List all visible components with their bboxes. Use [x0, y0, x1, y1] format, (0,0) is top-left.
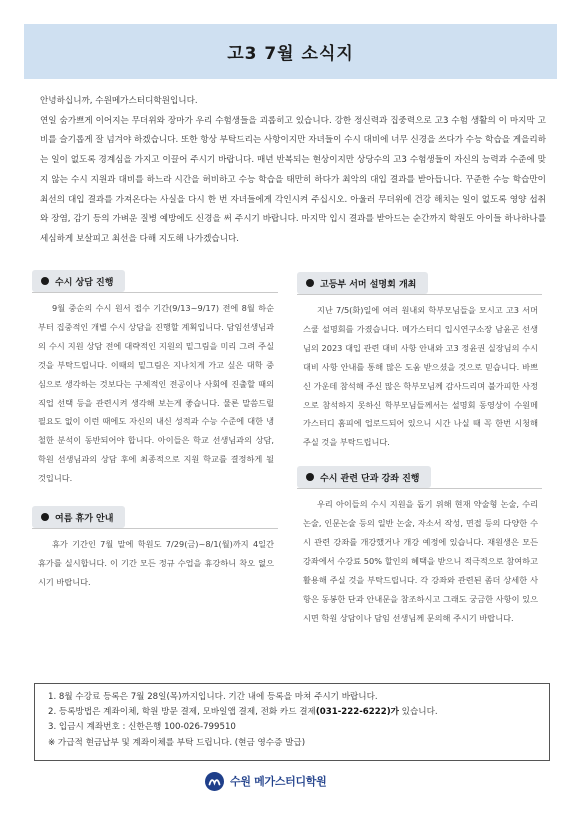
- section-text: 우리 아이들의 수시 지원을 돕기 위해 현재 약술형 논술, 수리논술, 인문논술 등의 일반 논술, 자소서 작성, 면접 등의 다양한 수시 관련 강좌를 개강했거나 개강 예정에 있습니다. 재원생은 모든 강좌에서 수강료 50% 할인의 혜택을 받으니 적극적으로 참여하고 활용해 주실 것을 부탁드립니다. 각 강좌와 관련된 좀더 상세한 사항은 동봉한 단과 안내문을 참조하시고 그래도 궁금한 사항이 있으시면 학원 상담이나 담임 선생님께 문의해 주시기 바랍니다.: [303, 499, 538, 623]
- section-briefing: [297, 272, 542, 452]
- section-body: [297, 295, 542, 452]
- right-column: [297, 272, 542, 628]
- notice-line-2: 2. 등록방법은 계좌이체, 학원 방문 결제, 모바일앱 결제, 전화 카드 결제(031-222-6222)가 있습니다.: [48, 707, 438, 718]
- bullet-icon: [41, 277, 49, 285]
- left-column: [32, 270, 278, 592]
- intro-greeting: 안녕하십니까, 수원메가스터디학원입니다.: [40, 96, 198, 106]
- section-vacation: [32, 506, 278, 592]
- section-text: 지난 7/5(화)일에 여러 원내외 학부모님들을 모시고 고3 서머스쿨 설명회를 가졌습니다. 메가스터디 입시연구소장 남윤곤 선생님의 2023 대입 관련 대비 사항 안내와 고3 정윤권 실장님의 수시 대비 사항 안내를 통해 많은 도움 받으셨을 것으로 믿습니다. 바쁘신 가운데 참석해 주신 많은 학부모님께 감사드리며 불가피한 사정으로 참석하지 못하신 학부모님들께서는 설명회 동영상이 수원메가스터디 홈피에 업로드되어 있으니 시간 나실 때 꼭 한번 시청해 주실 것을 부탁드립니다.: [303, 305, 538, 448]
- section-header: [297, 272, 428, 294]
- logo-icon: [205, 772, 224, 791]
- notice-box: [34, 683, 550, 761]
- section-title: 수시 관련 단과 강좌 진행: [320, 473, 420, 484]
- bullet-icon: [41, 513, 49, 521]
- section-body: [32, 529, 278, 592]
- academy-name: 수원 메가스터디학원: [230, 775, 327, 788]
- notice-line-3: 3. 입금시 계좌번호 : 신한은행 100-026-799510: [48, 722, 236, 733]
- section-body: [32, 293, 278, 488]
- notice-line-1: 1. 8월 수강료 등록은 7월 28일(목)까지입니다. 기간 내에 등록을 마쳐 주시기 바랍니다.: [48, 692, 378, 702]
- section-title: 여름 휴가 안내: [55, 513, 114, 524]
- bullet-icon: [306, 279, 314, 287]
- page-title: 고3 7월 소식지: [227, 44, 354, 64]
- intro-paragraph: 연일 숨가쁘게 이어지는 무더위와 장마가 우리 수험생들을 괴롭히고 있습니다. 강한 정신력과 집중력으로 고3 수험 생활의 이 마지막 고비를 슬기롭게 잘 넘겨야 하겠습니다. 또한 항상 부탁드리는 사항이지만 자녀들이 수시 대비에 너무 신경을 쓰다가 수능 학습을 게을리하는 일이 없도록 경계심을 가지고 이끌어 주시기 바랍니다. 매년 반복되는 현상이지만 상당수의 고3 수험생들이 자신의 능력과 수준에 맞지 않는 수시 지원과 대비를 하느라 시간을 허비하고 수능 학습을 태만히 하다가 최악의 대입 결과를 받아듭니다. 꾸준한 수능 학습만이 최선의 대입 결과를 가져온다는 사실을 다시 한 번 자녀들에게 각인시켜 주십시오. 아울러 무더위에 건강 해치는 일이 없도록 영양 섭취와 장염, 감기 등의 가벼운 질병 예방에도 신경을 써 주시기 바랍니다. 마지막 입시 결과를 받아드는 순간까지 학원도 아이들 하나하나를 세심하게 보살피고 최선을 다해 지도해 나가겠습니다.: [40, 115, 546, 244]
- section-header: [32, 270, 125, 292]
- title-banner: [24, 24, 557, 79]
- phone-number: (031-222-6222)가: [315, 707, 399, 718]
- section-header: [32, 506, 125, 528]
- bullet-icon: [306, 473, 314, 481]
- section-counseling: [32, 270, 278, 488]
- intro-letter: [40, 92, 546, 250]
- section-body: [297, 489, 542, 627]
- section-lectures: [297, 466, 542, 627]
- section-text: 휴가 기간인 7월 말에 학원도 7/29(금)~8/1(월)까지 4일간 휴가를 실시합니다. 이 기간 모든 정규 수업을 휴강하니 착오 없으시기 바랍니다.: [38, 539, 274, 587]
- section-title: 수시 상담 진행: [55, 277, 114, 288]
- notice-line-4: ※ 가급적 현금납부 및 계좌이체를 부탁 드립니다. (현금 영수증 발급): [48, 737, 306, 748]
- section-title: 고등부 서머 설명회 개최: [320, 279, 417, 290]
- academy-logo: [205, 770, 326, 792]
- section-text: 9월 중순의 수시 원서 접수 기간(9/13~9/17) 전에 8월 하순부터 집중적인 개별 수시 상담을 진행할 계획입니다. 담임선생님과의 수시 지원 상담 전에 대략적인 지원의 밑그림을 미리 그려 주실 것을 부탁드립니다. 이때의 밑그림은 지나치게 가고 싶은 대학 중심으로 생각하는 것보다는 구체적인 전공이나 사회에 진출할 때의 직업 선택 등을 관련시켜 생각해 보는게 좋습니다. 물론 말씀드릴 필요도 없이 이런 때에도 자신의 내신 성적과 수능 수준에 대한 냉철한 분석이 동반되어야 합니다. 아이들은 학교 선생님과의 상담, 학원 선생님과의 상담 후에 최종적으로 지원 학교를 결정하게 될 것입니다.: [38, 303, 274, 484]
- section-header: [297, 466, 431, 488]
